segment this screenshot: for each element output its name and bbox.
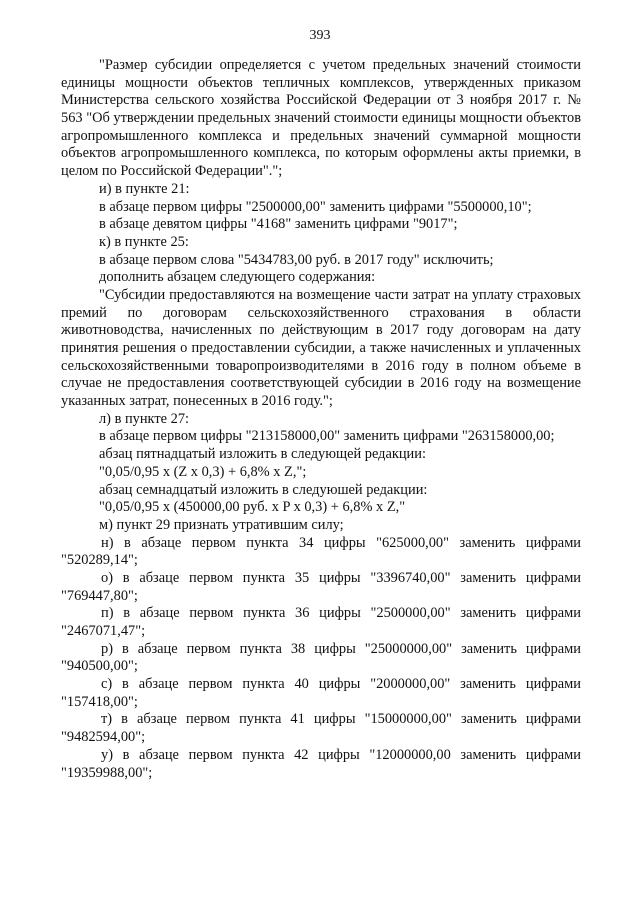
text-line: в абзаце первом цифры "213158000,00" заменить цифрами "263158000,00; xyxy=(99,428,555,445)
document-body xyxy=(61,57,581,782)
text-line: в абзаце первом слова "5434783,00 руб. в 2017 году" исключить; xyxy=(99,251,494,268)
text-line: "9482594,00"; xyxy=(61,729,146,746)
text-line: м) пункт 29 признать утратившим силу; xyxy=(99,516,344,533)
text-line: Министерства сельского хозяйства Российской Федерации от 3 ноября 2017 г. № xyxy=(61,92,581,109)
text-line: "157418,00"; xyxy=(61,693,138,710)
text-line: с) в абзаце первом пункта 40 цифры "2000000,00" заменить цифрами xyxy=(101,676,581,693)
text-line: целом по Российской Федерации"."; xyxy=(61,163,283,180)
text-line: "520289,14"; xyxy=(61,552,138,569)
text-line: животноводства, начисленных по действующим в 2017 году договорам на дату xyxy=(61,322,581,339)
text-line: принятия решения о предоставлении субсидии, а также начисленных и уплаченных xyxy=(61,340,581,356)
text-line: случае не предоставления соответствующей субсидии в 2016 году на возмещение xyxy=(61,375,581,392)
text-line: р) в абзаце первом пункта 38 цифры "25000000,00" заменить цифрами xyxy=(101,640,581,657)
text-line: т) в абзаце первом пункта 41 цифры "15000000,00" заменить цифрами xyxy=(101,711,581,728)
text-line: в абзаце первом цифры "2500000,00" заменить цифрами "5500000,10"; xyxy=(99,198,532,215)
text-line: "940500,00"; xyxy=(61,658,138,675)
text-line: "Размер субсидии определяется с учетом предельных значений стоимости xyxy=(99,57,581,73)
text-line: н) в абзаце первом пункта 34 цифры "625000,00" заменить цифрами xyxy=(101,534,581,551)
text-line: л) в пункте 27: xyxy=(99,410,190,427)
text-line: у) в абзаце первом пункта 42 цифры "12000000,00 заменить цифрами xyxy=(101,746,581,763)
text-line: "2467071,47"; xyxy=(61,623,146,639)
text-line: объектов агропромышленного комплекса, по которым оформлены акты приемки, в xyxy=(61,145,581,162)
text-line: п) в абзаце первом пункта 36 цифры "2500000,00" заменить цифрами xyxy=(101,605,581,622)
text-line: "0,05/0,95 x (Z x 0,3) + 6,8% x Z,"; xyxy=(99,463,307,480)
text-line: "0,05/0,95 x (450000,00 руб. x P x 0,3) + 6,8% x Z," xyxy=(99,499,406,516)
text-line: сельскохозяйственными товаропроизводителями в 2016 году в полном объеме в xyxy=(61,357,581,374)
text-line: в абзаце девятом цифры "4168" заменить цифрами "9017"; xyxy=(99,216,458,233)
text-line: указанных затрат, понесенных в 2016 году."; xyxy=(61,393,333,410)
text-line: премий по договорам сельскохозяйственного страхования в области xyxy=(61,304,581,321)
text-line: абзац пятнадцатый изложить в следующей редакции: xyxy=(99,446,426,463)
text-line: "Субсидии предоставляются на возмещение части затрат на уплату страховых xyxy=(99,286,581,303)
text-line: "769447,80"; xyxy=(61,587,138,604)
text-line: абзац семнадцатый изложить в следуюшей редакции: xyxy=(99,481,428,498)
text-line: к) в пункте 25: xyxy=(99,233,189,250)
text-line: 563 "Об утверждении предельных значений стоимости единицы мощности объектов xyxy=(61,110,581,127)
text-line: агропромышленного комплекса и предельных значений суммарной мощности xyxy=(61,127,581,144)
page-number: 393 xyxy=(309,28,331,43)
text-line: и) в пункте 21: xyxy=(99,180,190,197)
text-line: "19359988,00"; xyxy=(61,764,153,781)
text-line: единицы мощности объектов тепличных комплексов, утвержденных приказом xyxy=(61,74,581,91)
text-line: дополнить абзацем следующего содержания: xyxy=(99,269,376,286)
text-line: о) в абзаце первом пункта 35 цифры "3396740,00" заменить цифрами xyxy=(101,569,581,586)
